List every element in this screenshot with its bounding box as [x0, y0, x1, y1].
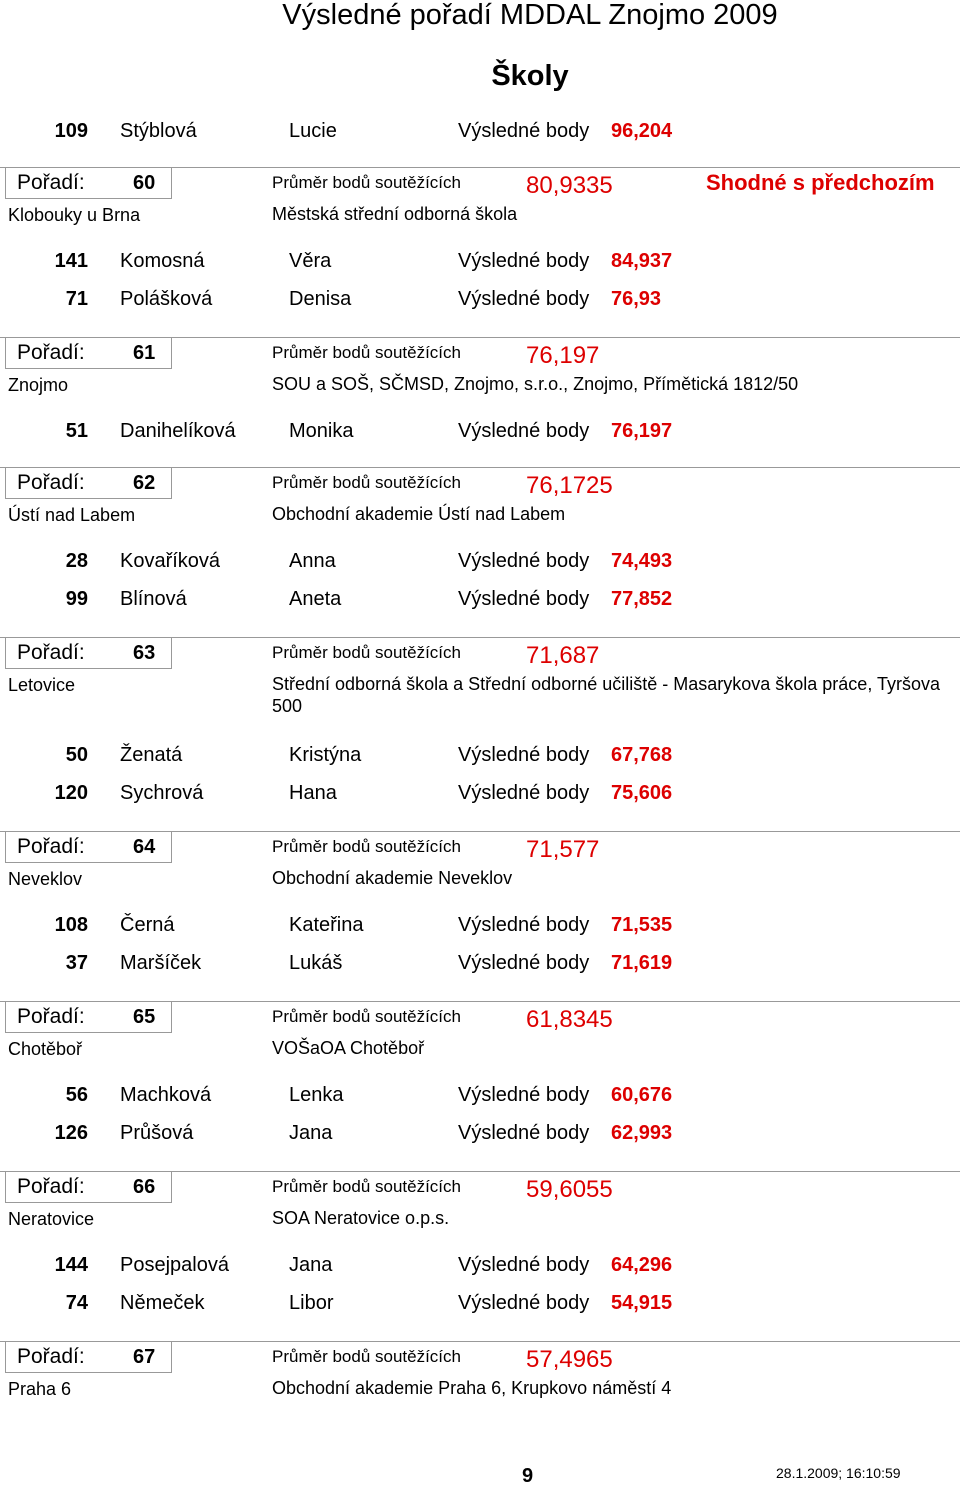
result-label: Výsledné body — [458, 1122, 590, 1144]
average-value: 76,197 — [526, 342, 600, 369]
student-firstname: Hana — [289, 782, 337, 804]
result-label: Výsledné body — [458, 1292, 590, 1314]
average-label: Průměr bodů soutěžících — [272, 1177, 461, 1196]
result-label: Výsledné body — [458, 288, 590, 310]
average-label: Průměr bodů soutěžících — [272, 473, 461, 492]
student-firstname: Kateřina — [289, 914, 364, 936]
school-block — [0, 1001, 960, 1171]
page-subtitle: Školy — [491, 60, 569, 92]
result-label: Výsledné body — [458, 250, 590, 272]
school-name: SOU a SOŠ, SČMSD, Znojmo, s.r.o., Znojmo, Přímětická 1812/50 — [272, 374, 799, 394]
student-surname: Sychrová — [120, 782, 204, 804]
school-block — [0, 467, 960, 637]
table-row — [0, 287, 960, 311]
school-city: Neratovice — [8, 1209, 95, 1229]
table-row — [0, 587, 960, 611]
result-label: Výsledné body — [458, 120, 590, 142]
student-firstname: Lenka — [289, 1084, 344, 1106]
page-title: Výsledné pořadí MDDAL Znojmo 2009 — [282, 0, 778, 31]
table-row — [0, 549, 960, 573]
result-label: Výsledné body — [458, 744, 590, 766]
order-label: Pořadí: — [17, 1005, 85, 1028]
average-label: Průměr bodů soutěžících — [272, 343, 461, 362]
school-name: Obchodní akademie Praha 6, Krupkovo náměstí 4 — [272, 1378, 672, 1398]
order-label: Pořadí: — [17, 471, 85, 494]
result-value: 62,993 — [611, 1122, 673, 1144]
result-value: 84,937 — [611, 250, 673, 272]
student-firstname: Aneta — [289, 588, 342, 610]
student-rank: 37 — [65, 952, 88, 974]
same-as-previous: Shodné s předchozím — [706, 170, 935, 195]
table-row — [0, 951, 960, 975]
table-row — [0, 249, 960, 273]
order-label: Pořadí: — [17, 835, 85, 858]
student-rank: 56 — [65, 1084, 88, 1106]
result-label: Výsledné body — [458, 782, 590, 804]
school-city: Chotěboř — [8, 1039, 83, 1059]
average-value: 71,687 — [526, 642, 600, 669]
student-rank: 74 — [65, 1292, 88, 1314]
student-rank: 51 — [65, 420, 88, 442]
result-value: 75,606 — [611, 782, 673, 804]
result-label: Výsledné body — [458, 588, 590, 610]
result-value: 76,93 — [611, 288, 662, 310]
result-value: 76,197 — [611, 420, 673, 442]
student-surname: Kovaříková — [120, 550, 221, 572]
student-firstname: Kristýna — [289, 744, 362, 766]
student-surname: Maršíček — [120, 952, 202, 974]
student-surname: Danihelíková — [120, 420, 236, 442]
student-surname: Průšová — [120, 1122, 194, 1144]
student-surname: Polášková — [120, 288, 213, 310]
table-row — [0, 781, 960, 805]
average-value: 59,6055 — [526, 1176, 613, 1203]
school-name: Střední odborná škola a Střední odborné učiliště - Masarykova škola práce, Tyršova 500 — [272, 674, 941, 716]
student-firstname: Věra — [289, 250, 332, 272]
average-label: Průměr bodů soutěžících — [272, 1007, 461, 1026]
result-value: 54,915 — [611, 1292, 673, 1314]
result-value: 71,535 — [611, 914, 673, 936]
school-block — [0, 1171, 960, 1341]
order-number: 64 — [133, 836, 156, 858]
average-label: Průměr bodů soutěžících — [272, 1347, 461, 1366]
order-label: Pořadí: — [17, 1175, 85, 1198]
student-firstname: Jana — [289, 1122, 333, 1144]
result-label: Výsledné body — [458, 1254, 590, 1276]
average-label: Průměr bodů soutěžících — [272, 643, 461, 662]
student-firstname: Anna — [289, 550, 336, 572]
student-surname: Posejpalová — [120, 1254, 229, 1276]
student-rank: 71 — [65, 288, 88, 310]
result-value: 67,768 — [611, 744, 673, 766]
print-date: 28.1.2009; 16:10:59 — [776, 1465, 901, 1481]
table-row — [0, 419, 960, 443]
school-city: Znojmo — [8, 375, 69, 395]
school-city: Praha 6 — [8, 1379, 72, 1399]
student-firstname: Libor — [289, 1292, 334, 1314]
school-city: Letovice — [8, 675, 76, 695]
student-surname: Blínová — [120, 588, 187, 610]
student-rank: 141 — [54, 250, 88, 272]
table-row — [0, 1083, 960, 1107]
school-name: SOA Neratovice o.p.s. — [272, 1208, 450, 1228]
student-rank: 144 — [54, 1254, 88, 1276]
result-value: 71,619 — [611, 952, 673, 974]
order-label: Pořadí: — [17, 1345, 85, 1368]
result-label: Výsledné body — [458, 1084, 590, 1106]
student-surname: Stýblová — [120, 120, 197, 142]
school-name: Městská střední odborná škola — [272, 204, 518, 224]
school-name: Obchodní akademie Ústí nad Labem — [272, 504, 566, 524]
order-number: 61 — [133, 342, 156, 364]
order-label: Pořadí: — [17, 641, 85, 664]
student-rank: 126 — [54, 1122, 88, 1144]
school-block — [0, 167, 960, 337]
page-number: 9 — [522, 1465, 534, 1487]
order-number: 63 — [133, 642, 156, 664]
school-block — [0, 637, 960, 807]
order-label: Pořadí: — [17, 341, 85, 364]
result-value: 64,296 — [611, 1254, 673, 1276]
result-label: Výsledné body — [458, 952, 590, 974]
average-value: 71,577 — [526, 836, 600, 863]
school-city: Ústí nad Labem — [8, 505, 136, 525]
result-label: Výsledné body — [458, 914, 590, 936]
student-surname: Němeček — [120, 1292, 205, 1314]
student-rank: 108 — [54, 914, 88, 936]
order-number: 67 — [133, 1346, 156, 1368]
student-surname: Černá — [120, 914, 175, 936]
table-row — [0, 743, 960, 767]
student-surname: Komosná — [120, 250, 205, 272]
result-label: Výsledné body — [458, 550, 590, 572]
order-number: 65 — [133, 1006, 156, 1028]
school-city: Klobouky u Brna — [8, 205, 141, 225]
student-firstname: Lukáš — [289, 952, 343, 974]
school-city: Neveklov — [8, 869, 83, 889]
school-name: VOŠaOA Chotěboř — [272, 1038, 425, 1058]
student-surname: Ženatá — [120, 744, 183, 766]
table-row — [0, 1253, 960, 1277]
result-value: 60,676 — [611, 1084, 673, 1106]
student-rank: 50 — [65, 744, 88, 766]
result-value: 77,852 — [611, 588, 673, 610]
student-firstname: Lucie — [289, 120, 337, 142]
order-number: 66 — [133, 1176, 156, 1198]
average-value: 76,1725 — [526, 472, 613, 499]
result-value: 74,493 — [611, 550, 673, 572]
average-label: Průměr bodů soutěžících — [272, 173, 461, 192]
school-block — [0, 1341, 960, 1511]
table-row — [0, 1291, 960, 1315]
student-firstname: Denisa — [289, 288, 352, 310]
table-row — [0, 1121, 960, 1145]
average-value: 57,4965 — [526, 1346, 613, 1373]
student-rank: 28 — [65, 550, 88, 572]
student-firstname: Monika — [289, 420, 354, 442]
student-rank: 99 — [65, 588, 88, 610]
table-row — [0, 913, 960, 937]
order-number: 62 — [133, 472, 156, 494]
student-firstname: Jana — [289, 1254, 333, 1276]
school-name: Obchodní akademie Neveklov — [272, 868, 513, 888]
student-rank: 109 — [54, 120, 88, 142]
result-value: 96,204 — [611, 120, 673, 142]
student-surname: Machková — [120, 1084, 212, 1106]
table-row — [0, 119, 960, 143]
order-number: 60 — [133, 172, 156, 194]
result-label: Výsledné body — [458, 420, 590, 442]
school-block — [0, 831, 960, 1001]
average-value: 61,8345 — [526, 1006, 613, 1033]
average-label: Průměr bodů soutěžících — [272, 837, 461, 856]
student-rank: 120 — [54, 782, 88, 804]
order-label: Pořadí: — [17, 171, 85, 194]
average-value: 80,9335 — [526, 172, 613, 199]
